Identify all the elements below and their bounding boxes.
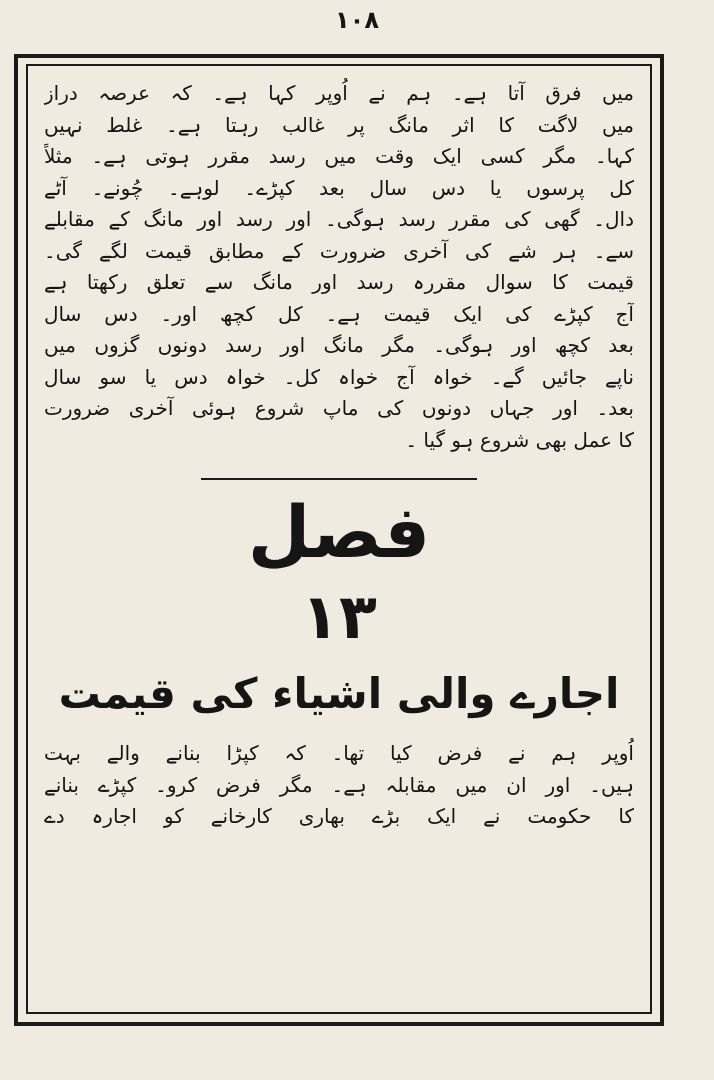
chapter-number: ۱۳ bbox=[301, 580, 377, 653]
top-paragraph bbox=[44, 78, 634, 456]
text-line: کہا۔ مگر کسی ایک وقت میں رسد مقرر ہوتی ہے۔ مثلاً bbox=[44, 144, 634, 168]
section-heading: اجارے والی اشیاء کی قیمت bbox=[58, 669, 620, 718]
page-text-frame bbox=[26, 64, 652, 1014]
text-line: بعد کچھ اور ہوگی۔ مگر مانگ اور رسد دونوں گزوں میں bbox=[44, 333, 634, 357]
text-line: سے۔ ہر شے کی آخری ضرورت کے مطابق قیمت لگے گی۔ bbox=[44, 238, 634, 263]
page-number: ١٠٨ bbox=[335, 6, 379, 34]
text-line: کا حکومت نے ایک بڑے بھاری کارخانے کو اجارہ دے bbox=[44, 804, 634, 828]
text-line: میں لاگت کا اثر مانگ پر غالب رہتا ہے۔ غلط نہیں bbox=[44, 112, 634, 137]
text-line: کل پرسوں یا دس سال بعد کپڑے۔ لوہے۔ چُونے۔ آٹے bbox=[44, 175, 634, 200]
text-line: میں فرق آتا ہے۔ ہم نے اُوپر کہا ہے۔ کہ عرصہ دراز bbox=[44, 81, 634, 105]
text-line: ہیں۔ اور ان میں مقابلہ ہے۔ مگر فرض کرو۔ کپڑے بنانے bbox=[44, 772, 634, 797]
text-line: بعد۔ اور جہاں دونوں کی ماپ شروع ہوئی آخری ضرورت bbox=[44, 396, 634, 420]
text-line: آج کپڑے کی ایک قیمت ہے۔ کل کچھ اور۔ دس سال bbox=[44, 301, 634, 326]
text-line: ناپے جائیں گے۔ خواہ آج خواہ کل۔ خواہ دس یا سو سال bbox=[44, 364, 634, 389]
section-divider bbox=[201, 478, 477, 480]
text-line: اُوپر ہم نے فرض کیا تھا۔ کہ کپڑا بنانے والے بہت bbox=[44, 741, 634, 765]
bottom-paragraph bbox=[44, 738, 634, 833]
text-line: قیمت کا سوال مقررہ رسد اور مانگ سے تعلق رکھتا ہے bbox=[44, 270, 634, 294]
text-line: دال۔ گھی کی مقرر رسد ہوگی۔ اور رسد اور مانگ کے مقابلے bbox=[44, 207, 634, 231]
chapter-title: فصل bbox=[247, 490, 431, 574]
text-line: کا عمل بھی شروع ہو گیا ۔ bbox=[405, 427, 634, 452]
